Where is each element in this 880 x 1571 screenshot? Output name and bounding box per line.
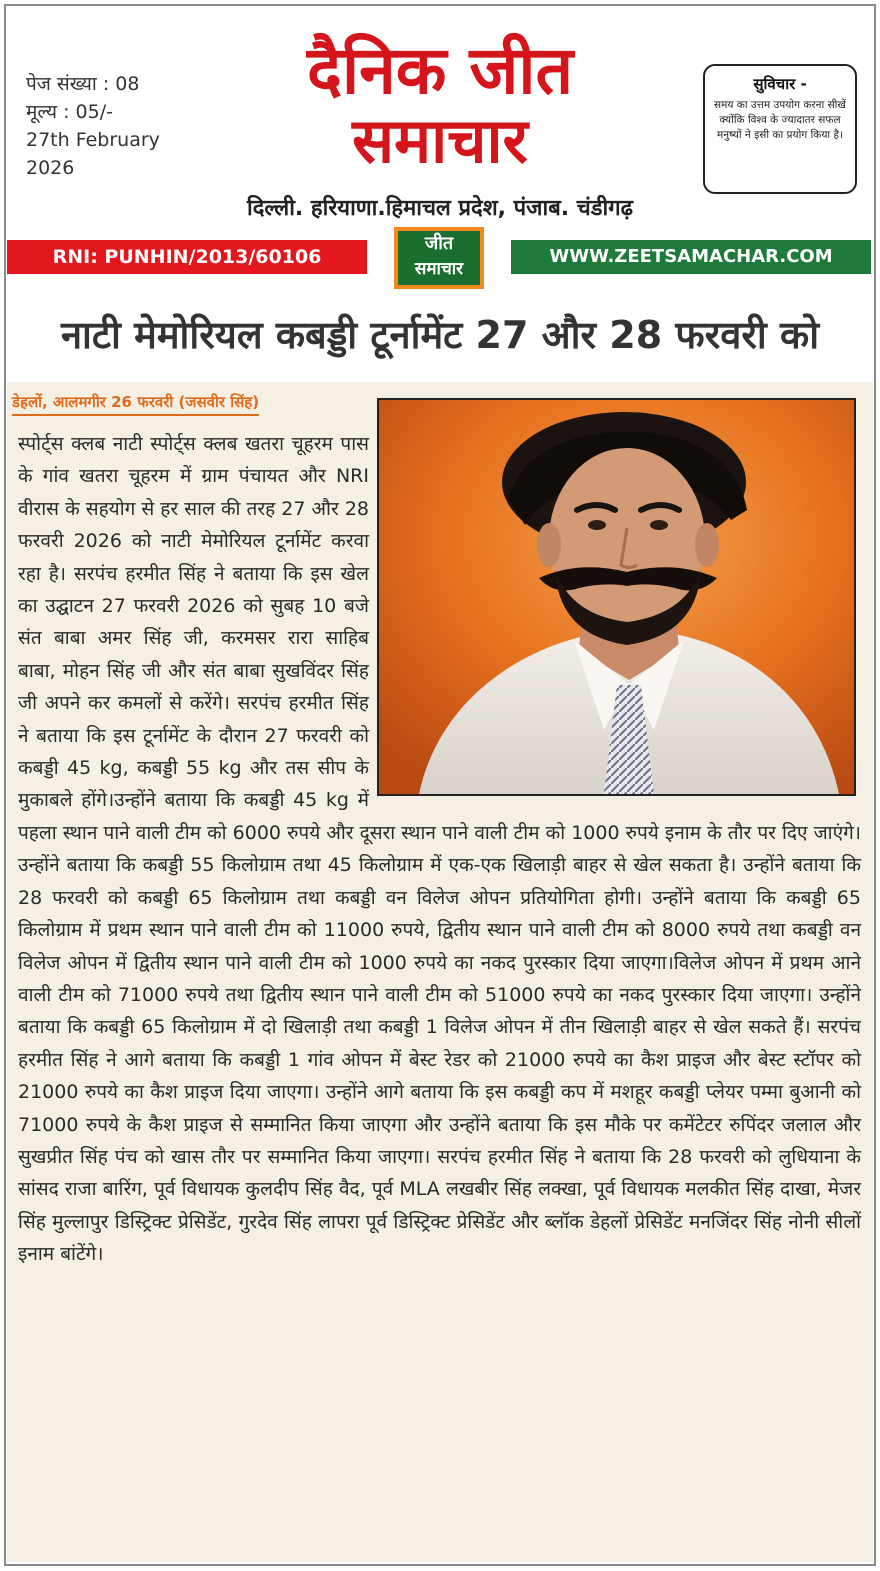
newspaper-logo xyxy=(240,32,640,177)
article-dateline: डेहलों, आलमगीर 26 फरवरी (जसवीर सिंह) xyxy=(12,392,259,416)
coverage-regions: दिल्ली. हरियाणा.हिमाचल प्रदेश, पंजाब. चंडीगढ़ xyxy=(247,196,633,221)
article-headline: नाटी मेमोरियल कबड्डी टूर्नामेंट 27 और 28 फरवरी को xyxy=(60,313,820,357)
mini-logo-line2: समाचार xyxy=(414,259,464,279)
website-link[interactable]: WWW.ZEETSAMACHAR.COM xyxy=(511,240,871,274)
issue-year: 2026 xyxy=(26,157,75,179)
page-count: पेज संख्या : 08 xyxy=(26,73,140,95)
rni-number-bar: RNI: PUNHIN/2013/60106 xyxy=(7,240,367,274)
issue-date: 27th February xyxy=(26,129,160,151)
price: मूल्य : 05/- xyxy=(26,101,113,123)
mini-logo-line1: जीत xyxy=(424,233,454,254)
mini-logo xyxy=(394,227,484,289)
thought-title: सुविचार - xyxy=(753,75,807,93)
photo-wrap-spacer xyxy=(369,428,861,804)
thought-box xyxy=(703,64,857,194)
article-body xyxy=(18,428,861,1271)
brand-title-line2: समाचार xyxy=(352,104,528,177)
issue-meta xyxy=(26,70,160,182)
article-body-text: स्पोर्ट्स क्लब नाटी स्पोर्ट्स क्लब खतरा चूहरम पास के गांव खतरा चूहरम में ग्राम पंचायत और NRI वीरास के सहयोग से हर साल की तरह 27 और 28 फरवरी 2026 को नाटी मेमोरियल टूर्नामेंट करवा रहा है। सरपंच हरमीत सिंह ने बताया कि इस खेल का उद्घाटन 27 फरवरी 2026 को सुबह 10 बजे संत बाबा अमर सिंह जी, करमसर रारा साहिब बाबा, मोहन सिंह जी और संत बाबा सुखविंदर सिंह जी अपने कर कमलों से करेंगे। सरपंच हरमीत सिंह ने बताया कि इस टूर्नामेंट के दौरान 27 फरवरी को कबड्डी 45 kg, कबड्डी 55 kg और तस सीप के मुकाबले होंगे।उन्होंने बताया कि कबड्डी 45 kg में पहला स्थान पाने वाली टीम को 6000 रुपये और दूसरा स्थान पाने वाली टीम को 1000 रुपये इनाम के तौर पर दिए जाएंगे। उन्होंने बताया कि कबड्डी 55 किलोग्राम तथा 45 किलोग्राम में एक-एक खिलाड़ी बाहर से खेल सकता है। उन्होंने बताया कि 28 फरवरी को कबड्डी 65 किलोग्राम तथा कबड्डी वन विलेज ओपन प्रतियोगिता होगी। उन्होंने बताया कि कबड्डी 65 किलोग्राम में प्रथम स्थान पाने वाली टीम को 11000 रुपये, द्वितीय स्थान पाने वाली टीम को 8000 रुपये तथा कबड्डी वन विलेज ओपन में द्वितीय स्थान पाने वाली टीम को 1000 रुपये का नकद पुरस्कार दिया जाएगा।विलेज ओपन में प्रथम आने वाली टीम को 71000 रुपये तथा द्वितीय स्थान पाने वाली टीम को 51000 रुपये का नकद पुरस्कार दिया जाएगा। उन्होंने बताया कि कबड्डी 65 किलोग्राम में दो खिलाड़ी तथा कबड्डी 1 विलेज ओपन में तीन खिलाड़ी बाहर से खेल सकते हैं। सरपंच हरमीत सिंह ने आगे बताया कि कबड्डी 1 गांव ओपन में बेस्ट रेडर को 21000 रुपये का कैश प्राइज और बेस्ट स्टॉपर को 21000 रुपये का कैश प्राइज दिया जाएगा। उन्होंने आगे बताया कि इस कबड्डी कप में मशहूर कबड्डी प्लेयर पम्मा बुआनी को 71000 रुपये के कैश प्राइज से सम्मानित किया जाएगा और उन्होंने बताया कि इस मौके पर कमेंटेटर रुपिंदर जलाल और सुखप्रीत सिंह पंच को खास तौर पर सम्मानित किया जाएगा। सरपंच हरमीत सिंह ने बताया कि 28 फरवरी को लुधियाना के सांसद राजा बारिंग, पूर्व विधायक कुलदीप सिंह वैद, पूर्व MLA लखबीर सिंह लक्खा, पूर्व विधायक मलकीत सिंह दाखा, मेजर सिंह मुल्लापुर डिस्ट्रिक्ट प्रेसिडेंट, गुरदेव सिंह लापरा पूर्व डिस्ट्रिक्ट प्रेसिडेंट और ब्लॉक डेहलों प्रेसिडेंट मनजिंदर सिंह नोनी सीलों इनाम बांटेंगे। xyxy=(18,433,861,1266)
brand-title-line1: दैनिक जीत xyxy=(306,32,574,109)
thought-text: समय का उत्तम उपयोग करना सीखें क्योंकि विश्व के ज्यादातर सफल मनुष्यों ने इसी का प्रयोग किया है। xyxy=(714,99,846,141)
